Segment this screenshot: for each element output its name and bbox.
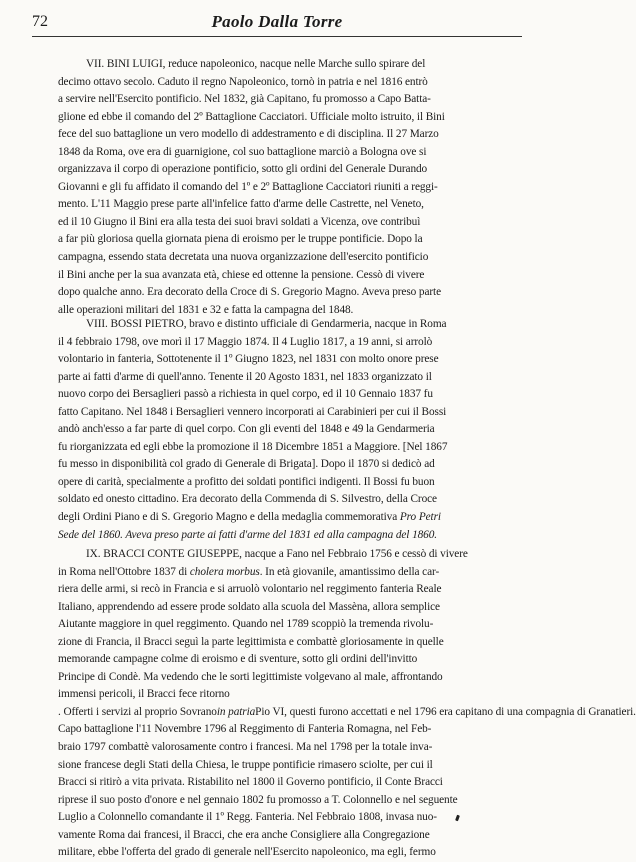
page-number: 72 (32, 13, 48, 30)
text-line: Luglio a Colonnello comandante il 1º Regg. Fanteria. Nel Febbraio 1808, invasa nuo- (58, 811, 437, 824)
entry-name: BOSSI PIETRO, (110, 318, 187, 330)
italic-phrase: in patria (216, 705, 256, 718)
text-line: il Bini anche per la sua avanzata età, chiese ed ottenne la pensione. Cessò di vivere (58, 268, 425, 281)
entry-name: BRACCI CONTE GIUSEPPE, (103, 548, 242, 560)
text-line: Aiutante maggiore in quel reggimento. Quando nel 1789 scoppiò la tremenda rivolu- (58, 618, 434, 631)
text-line: fu messo in disponibilità col grado di Generale di Brigata]. Dopo il 1870 si dedicò ad (58, 458, 435, 471)
text-line: VIII. BOSSI PIETRO, bravo e distinto ufficiale di Gendarmeria, nacque in Roma (86, 318, 447, 330)
text-line: organizzava il corpo di operazione pontificio, sotto gli ordini del Generale Durando (58, 163, 428, 176)
text-line: Giovanni e gli fu affidato il comando del 1º e 2º Battaglione Cacciatori riuniti a reggi- (58, 180, 438, 193)
text-line: Capo battaglione l'11 Novembre 1796 al Reggimento di Fanteria Romagna, nel Feb- (58, 723, 432, 736)
entry-name: BINI LUIGI, (106, 58, 166, 70)
text-line: sione francese degli Stati della Chiesa, le truppe pontificie rimasero sciolte, per cui il (58, 758, 433, 771)
text-line: opere di carità, specialmente a profitto dei soldati pontifici indigenti. Il Bossi fu buon (58, 475, 435, 488)
text-line: fu riorganizzata ed egli ebbe la promozione il 18 Dicembre 1851 a Maggiore. [Nel 1867 (58, 440, 448, 453)
entry-number: IX. (86, 548, 101, 560)
text-line: vamente Roma dai francesi, il Bracci, che era anche Consigliere alla Congregazione (58, 828, 430, 841)
italic-phrase: cholera morbus (189, 565, 260, 578)
text-line: fece del suo battaglione un vero modello di addestramento e di disciplina. Il 27 Marzo (58, 128, 439, 141)
text-line: ed il 10 Giugno il Bini era alla testa dei suoi bravi soldati a Vicenza, ove contribuì (58, 215, 421, 228)
text-line: fatto Capitano. Nel 1848 i Bersaglieri vennero incorporati ai Carabinieri per cui il Bossi (58, 405, 447, 418)
text-line: 1848 da Roma, ove era di guarnigione, col suo battaglione marciò a Bologna ove si (58, 145, 427, 158)
text-line: IX. BRACCI CONTE GIUSEPPE, nacque a Fano nel Febbraio 1756 e cessò di vivere (86, 548, 468, 560)
text-line: zione di Francia, il Bracci seguì la parte legittimista e combattè gloriosamente in quelle (58, 635, 444, 648)
page-header (32, 8, 522, 37)
text-line: decimo ottavo secolo. Caduto il regno Napoleonico, tornò in patria e nel 1816 entrò (58, 75, 428, 88)
text-line: parte ai fatti d'arme di quell'anno. Tenente il 20 Agosto 1831, nel 1833 organizzato il (58, 370, 432, 383)
text-line: a far più gloriosa quella giornata piena di eroismo per le truppe pontificie. Dopo la (58, 233, 423, 246)
text-line: memorande campagne colme di eroismo e di sventure, sotto gli ordini dell'invitto (58, 653, 418, 666)
text-line: Principe di Condè. Ma vedendo che le sorti legittimiste volgevano al male, affrontando (58, 670, 443, 683)
text-line: volontario in fanteria, Sottotenente il 1º Giugno 1823, nel 1831 con molto onore prese (58, 353, 439, 366)
text-line: riera delle armi, si recò in Francia e si arruolò volontario nel reggimento fanteria Reale (58, 583, 442, 596)
text-line: . Offerti i servizi al proprio Sovranoin patriaPio VI, questi furono accettati e nel 1796 era capitano di una compagnia di Granatieri. (58, 705, 636, 718)
text-line: andò anch'esso a far parte di quel corpo. Con gli eventi del 1848 e 49 la Gendarmeria (58, 423, 435, 436)
text-line: nuovo corpo dei Bersaglieri passò a richiesta in quel corpo, ed il 10 Gennaio 1837 fu (58, 388, 433, 401)
biography-entry-bini (58, 56, 528, 319)
text-line: Sede del 1860. Aveva preso parte ai fatti d'arme del 1831 ed alla campagna del 1860. (58, 528, 437, 541)
entry-number: VIII. (86, 318, 108, 330)
text-line: alle operazioni militari del 1831 e 32 e fatta la campagna del 1848. (58, 303, 354, 316)
text-line: campagna, essendo stata decretata una nuova organizzazione dell'esercito pontificio (58, 251, 429, 264)
entry-number: VII. (86, 58, 105, 70)
text-line: braio 1797 combattè valorosamente contro i francesi. Ma nel 1798 per la totale inva- (58, 741, 433, 754)
text-line: VII. BINI LUIGI, reduce napoleonico, nacque nelle Marche sullo spirare del (86, 58, 426, 70)
biography-entry-bossi (58, 316, 528, 544)
text-line: riprese il suo posto d'onore e nel gennaio 1802 fu promosso a T. Colonnello e nel seguente (58, 793, 458, 806)
text-line: mento. L'11 Maggio prese parte all'infelice fatto d'arme delle Castrette, nel Veneto, (58, 198, 424, 211)
text-line: a servire nell'Esercito pontificio. Nel 1832, già Capitano, fu promosso a Capo Batta- (58, 93, 431, 106)
running-head: Paolo Dalla Torre (211, 12, 343, 31)
text-line: Italiano, apprendendo ad essere prode soldato alla scuola del Massèna, allora semplice (58, 600, 440, 613)
text-line: militare, ebbe l'offerta del grado di generale nell'Esercito napoleonico, ma egli, fermo (58, 846, 436, 859)
text-line: degli Ordini Piano e di S. Gregorio Magno e della medaglia commemorativa Pro Petri (58, 511, 441, 524)
text-line: immensi pericoli, il Bracci fece ritorno (58, 688, 230, 701)
text-line: in Roma nell'Ottobre 1837 di cholera morbus. In età giovanile, amantissimo della car- (58, 565, 440, 578)
text-line: dopo qualche anno. Era decorato della Croce di S. Gregorio Magno. Aveva preso parte (58, 286, 441, 299)
text-line: soldato ed onesto cittadino. Era decorato della Commenda di S. Silvestro, della Croce (58, 493, 437, 506)
text-line: il 4 febbraio 1798, ove morì il 17 Maggio 1874. Il 4 Luglio 1817, a 19 anni, si arrolò (58, 335, 433, 348)
italic-phrase: Pro Petri (399, 511, 441, 524)
text-line: glione ed ebbe il comando del 2º Battaglione Cacciatori. Ufficiale molto istruito, il Bini (58, 110, 445, 123)
text-line: Bracci si ritirò a vita privata. Ristabilito nel 1800 il Governo pontificio, il Conte Bracci (58, 776, 443, 789)
